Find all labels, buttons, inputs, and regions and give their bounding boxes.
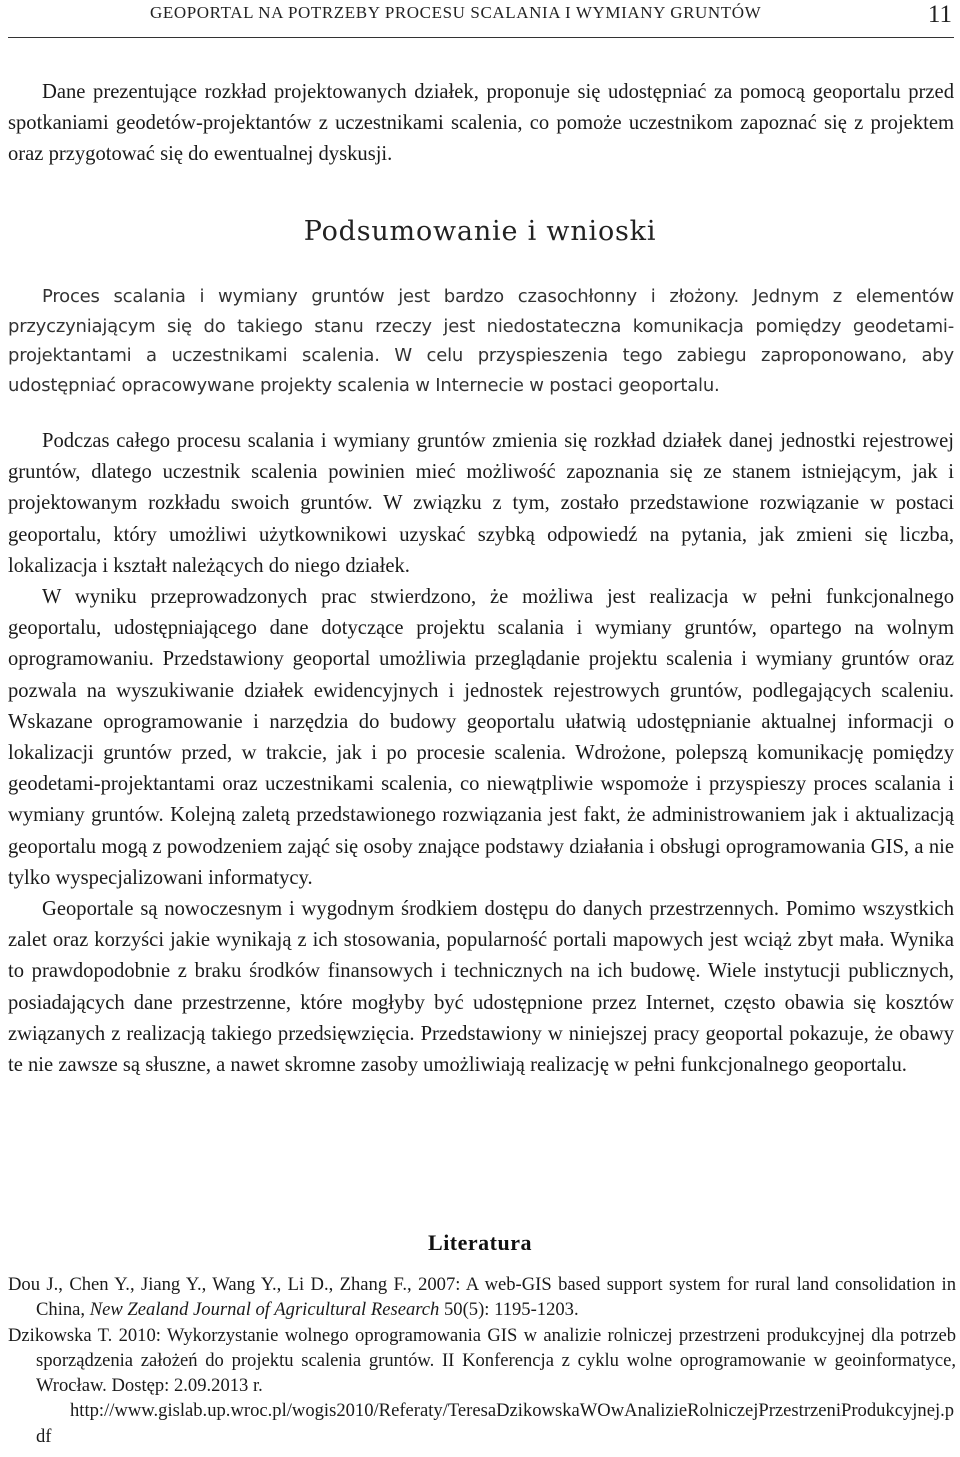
intro-section: [8, 77, 954, 171]
header-rule: [8, 37, 954, 38]
reference-1-tail: 50(5): 1195-1203.: [439, 1299, 579, 1321]
section-heading-summary: Podsumowanie i wnioski: [303, 216, 657, 247]
summary-paragraph-1-block: [8, 282, 954, 400]
summary-paragraph-1: Proces scalania i wymiany gruntów jest bardzo czasochłonny i złożony. Jednym z elementów przyczyniającym się do takiego stanu rzeczy jest niedostateczna komunikacja pomiędzy geodetami-projektantami a uczestnikami scalenia. W celu przyspieszenia tego zabiegu zaproponowano, aby udostępniać opracowywane projekty scalenia w Internecie w postaci geoportalu.: [8, 286, 954, 396]
summary-paragraph-2: Podczas całego procesu scalania i wymiany gruntów zmienia się rozkład działek danej jednostki rejestrowej gruntów, dlatego uczestnik scalenia powinien mieć możliwość zapoznania się ze stanem istniejącym, jak i projektowanym rozkładu swoich gruntów. W związku z tym, zostało przedstawione rozwiązanie w postaci geoportalu, który umożliwi użytkownikowi uzyskać szybką odpowiedź na pytania, jak zmieni się liczba, lokalizacja i kształt należących do niego działek.: [8, 430, 954, 577]
running-title: GEOPORTAL NA POTRZEBY PROCESU SCALANIA I WYMIANY GRUNTÓW: [150, 3, 762, 22]
reference-1-journal: New Zealand Journal of Agricultural Research: [89, 1299, 440, 1321]
references-heading: Literatura: [428, 1230, 532, 1255]
reference-item: [8, 1323, 956, 1399]
references-list: [8, 1272, 956, 1449]
page-number: 11: [927, 1, 952, 28]
reference-item: [8, 1272, 956, 1323]
reference-1-authors: Dou J., Chen Y., Jiang Y., Wang Y., Li D., Zhang F., 2007: A web-GIS based support system for rural land consolidation in China,: [8, 1274, 956, 1321]
summary-paragraph-4: Geoportale są nowoczesnym i wygodnym środkiem dostępu do danych przestrzennych. Pomimo wszystkich zalet oraz korzyści jakie wynikają z ich stosowania, popularność portali mapowych jest wciąż zbyt mała. Wynika to prawdopodobnie z braku środków finansowych i technicznych na ich budowę. Wiele instytucji publicznych, posiadających dane przestrzenne, które mogłyby być udostępnione przez Internet, często obawia się kosztów związanych z realizacją takiego przedsięwzięcia. Przedstawiony w niniejszej pracy geoportal pokazuje, że obawy te nie zawsze są słuszne, a nawet skromne zasoby umożliwiają realizację w pełni funkcjonalnego geoportalu.: [8, 898, 954, 1077]
summary-paragraph-3: W wyniku przeprowadzonych prac stwierdzono, że możliwa jest realizacja w pełni funkcjonalnego geoportalu, udostępniającego dane dotyczące projektu scalania i wymiany gruntów, opartego na wolnym oprogramowaniu. Przedstawiony geoportal umożliwia przeglądanie projektu scalenia i wymiany gruntów oraz pozwala na wyszukiwanie działek ewidencyjnych i jednostek rejestrowych gruntów, podlegających scaleniu. Wskazane oprogramowanie i narzędzia do budowy geoportalu ułatwią udostępnianie aktualnej informacji o lokalizacji gruntów przed, w trakcie, jak i po procesie scalenia. Wdrożone, polepszą komunikację pomiędzy geodetami-projektantami oraz uczestnikami scalenia, co niewątpliwie wspomoże i przyspieszy proces scalania i wymiany gruntów. Kolejną zaletą przedstawionego rozwiązania jest fakt, że administrowaniem jak i aktualizacją geoportalu mogą z powodzeniem zająć się osoby znające podstawy działania i obsługi oprogramowania GIS, a nie tylko wyspecjalizowani informatycy.: [8, 586, 954, 889]
running-header: [0, 0, 960, 40]
summary-body: [8, 426, 954, 1081]
reference-2-url[interactable]: http://www.gislab.up.wroc.pl/wogis2010/Referaty/TeresaDzikowskaWOwAnalizieRolniczejPrzestrzeniProdukcyjnej.pdf: [36, 1400, 955, 1447]
intro-paragraph: Dane prezentujące rozkład projektowanych działek, proponuje się udostępniać za pomocą geoportalu przed spotkaniami geodetów-projektantów z uczestnikami scalenia, co pomoże uczestnikom zapoznać się z projektem oraz przygotować się do ewentualnej dyskusji.: [8, 81, 954, 166]
reference-2-text: Dzikowska T. 2010: Wykorzystanie wolnego oprogramowania GIS w analizie rolniczej przestrzeni produkcyjnej dla potrzeb sporządzenia założeń do projektu scalenia gruntów. II Konferencja z cyklu wolne oprogramowanie w geoinformatyce, Wrocław. Dostęp: 2.09.2013 r.: [8, 1324, 956, 1397]
